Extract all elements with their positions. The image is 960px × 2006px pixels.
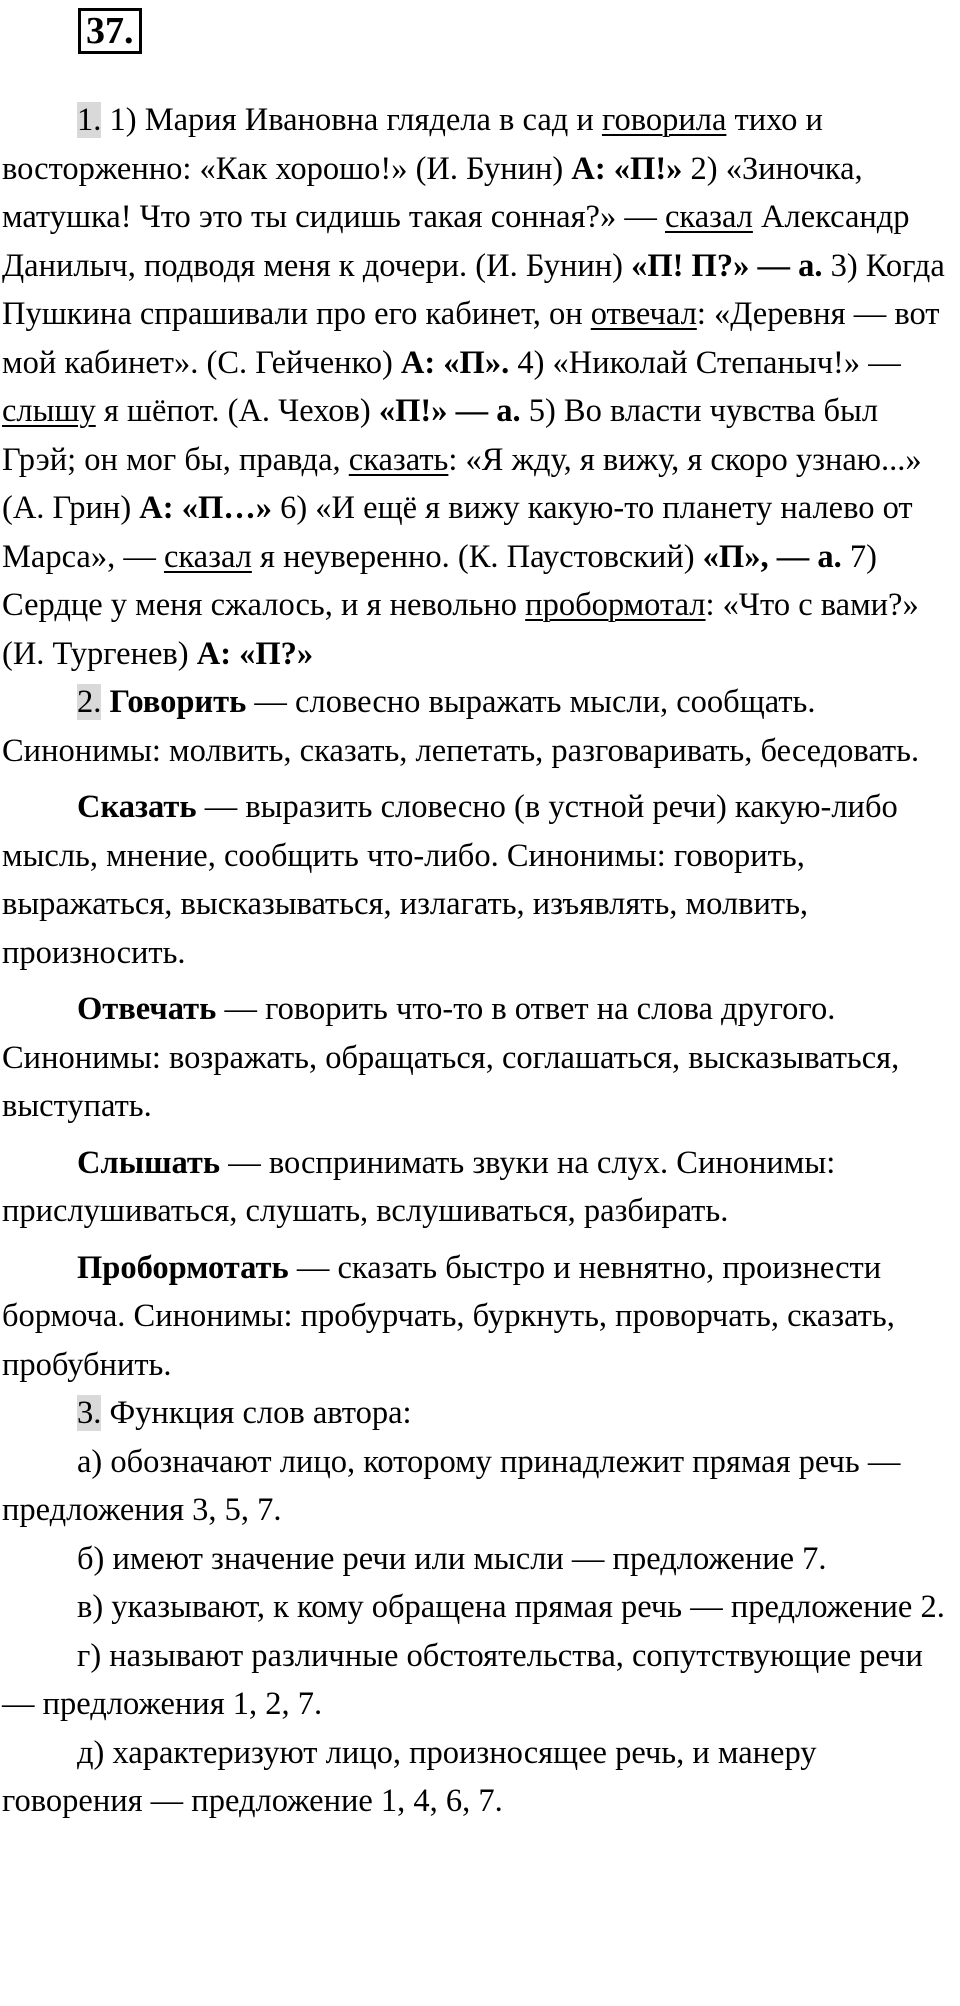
underlined-verb: сказал	[664, 199, 753, 235]
task-2-paragraph	[2, 678, 954, 775]
underlined-verb: слышу	[2, 393, 96, 429]
defined-word: Сказать	[77, 789, 197, 825]
defined-word: Говорить	[109, 684, 247, 720]
underlined-verb: говорила	[601, 102, 727, 138]
task-1-paragraph: 1. 1) Мария Ивановна глядела в сад и говорила тихо и восторженно: «Как хорошо!» (И. Бунин) А: «П!» 2) «Зиночка, матушка! Что это ты сидишь такая сонная?» — сказал Александр Данилыч, подводя меня к дочери. (И. Бунин) «П! П?» — а. 3) Когда Пушкина спрашивали про его кабинет, он отвечал: «Деревня — вот мой кабинет». (С. Гейченко) А: «П». 4) «Николай Степаныч!» — слышу я шёпот. (А. Чехов) «П!» — а. 5) Во власти чувства был Грэй; он мог бы, правда, сказать: «Я жду, я вижу, я скоро узнаю...» (А. Грин) А: «П…» 6) «И ещё я вижу какую-то планету налево от Марса», — сказал я неуверенно. (К. Паустовский) «П», — а. 7) Сердце у меня сжалось, и я невольно пробормотал: «Что с вами?» (И. Тургенев) А: «П?»	[2, 102, 945, 672]
task-3-number: 3.	[77, 1395, 102, 1431]
scheme: «П», — а.	[702, 538, 842, 575]
definition: — говорить что-то в ответ на слова другого. Синонимы: возражать, обращаться, соглашаться, высказываться, выступать.	[2, 991, 900, 1124]
definition: — сказать быстро и невнятно, произнести бормоча. Синонимы: пробурчать, буркнуть, проворчать, сказать, пробубнить.	[2, 1249, 895, 1383]
list-item: а) обозначают лицо, которому принадлежит прямая речь — предложения 3, 5, 7.	[2, 1443, 901, 1528]
definition-paragraph	[2, 1244, 954, 1390]
list-item: г) называют различные обстоятельства, сопутствующие речи — предложения 1, 2, 7.	[2, 1637, 923, 1722]
task-3-paragraph: 3. Функция слов автора:	[77, 1395, 412, 1431]
task-1-number: 1.	[77, 102, 102, 138]
scheme: А: «П…»	[139, 490, 272, 526]
underlined-verb: пробормотал	[525, 587, 706, 623]
scheme: «П! П?» — а.	[631, 247, 823, 284]
list-item: д) характеризуют лицо, произносящее речь, и манеру говорения — предложение 1, 4, 6, 7.	[2, 1734, 817, 1819]
underlined-verb: сказать	[348, 441, 449, 478]
task-2-number: 2.	[77, 684, 102, 720]
defined-word: Отвечать	[77, 991, 217, 1027]
definition: — воспринимать звуки на слух. Синонимы: прислушиваться, слушать, вслушиваться, разбирать.	[2, 1144, 836, 1229]
scheme: А: «П!»	[571, 150, 683, 187]
scheme: «П!» — а.	[378, 393, 521, 429]
scheme: А: «П».	[400, 344, 510, 381]
scheme: А: «П?»	[196, 635, 314, 672]
defined-word: Пробормотать	[77, 1249, 289, 1286]
exercise-number: 37.	[78, 8, 142, 54]
definition-paragraph	[2, 985, 954, 1131]
underlined-verb: сказал	[163, 538, 252, 575]
list-item: в) указывают, к кому обращена прямая речь — предложение 2.	[77, 1589, 945, 1625]
answer-text	[2, 96, 954, 1826]
list-item: б) имеют значение речи или мысли — предложение 7.	[77, 1540, 827, 1577]
underlined-verb: отвечал	[590, 296, 697, 332]
definition-paragraph	[2, 783, 954, 977]
defined-word: Слышать	[77, 1144, 221, 1181]
definition: — выразить словесно (в устной речи) какую-либо мысль, мнение, сообщить что-либо. Синонимы: говорить, выражаться, высказываться, излагать, изъявлять, молвить, произносить.	[2, 789, 898, 971]
definition: — словесно выражать мысли, сообщать. Синонимы: молвить, сказать, лепетать, разговаривать, беседовать.	[2, 684, 920, 769]
definition-paragraph	[2, 1139, 954, 1236]
